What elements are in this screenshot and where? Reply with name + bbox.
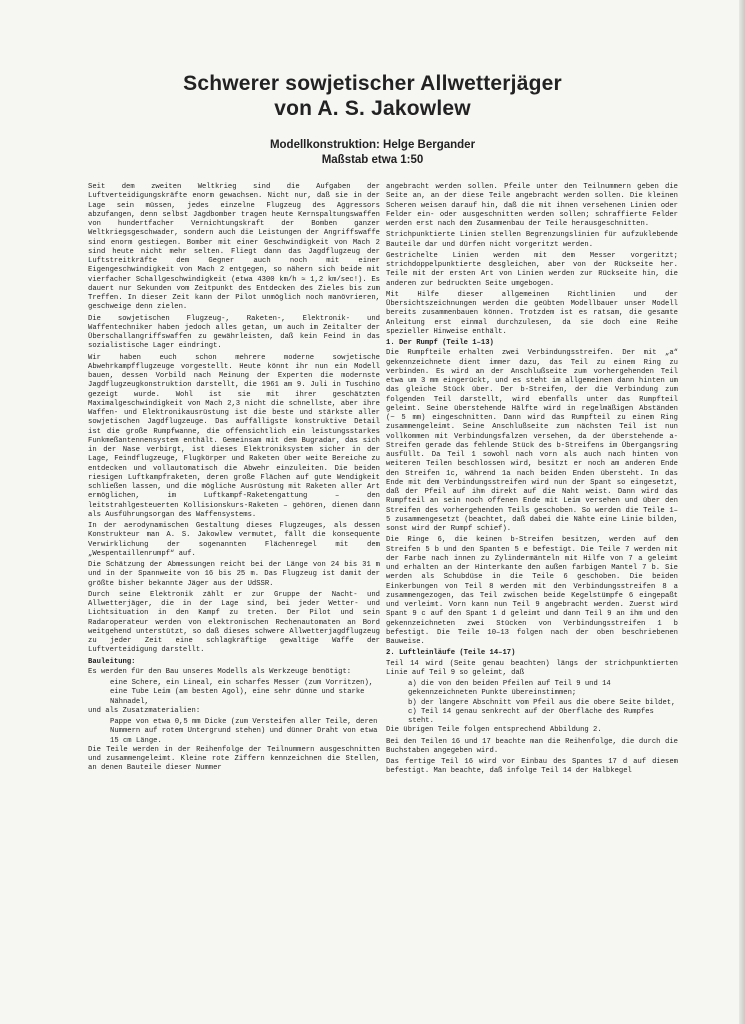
list-item: c) Teil 14 genau senkrecht auf der Oberfläche des Rumpfes steht. (408, 707, 654, 725)
paragraph: Teil 14 wird (Seite genau beachten) längs der strichpunktierten Linie auf Teil 9 so geleimt, daß (386, 659, 678, 677)
list-item: eine Schere, ein Lineal, ein scharfes Messer (zum Vorritzen), eine Tube Leim (am besten Agol), eine sehr dünne und starke Nähnadel, (110, 679, 374, 706)
left-column (88, 183, 380, 776)
paragraph: angebracht werden sollen. Pfeile unter den Teilnummern geben die Seite an, an der diese Teile angebracht werden sollen. Die kleinen Scheren weisen darauf hin, daß die mit ihnen versehenen Linien oder Felder ein- oder ausgeschnitten werden sollen; schraffierte Felder werden erst nach dem Zusammenbau der Teile herausgeschnitten. (386, 183, 678, 228)
paragraph: Mit Hilfe dieser allgemeinen Richtlinien und der Übersichtszeichnungen werden die geübten Modellbauer unser Modell bereits zusammenbauen können. Trotzdem ist es ratsam, die gesamte Anleitung erst einmal durchzulesen, da sie doch eine Reihe spezieller Hinweise enthält. (386, 290, 678, 336)
section-heading: Bauleitung: (88, 657, 136, 666)
scale-note: Maßstab etwa 1:50 (321, 154, 424, 166)
paragraph: Die übrigen Teile folgen entsprechend Abbildung 2. (386, 726, 602, 735)
section-heading: 1. Der Rumpf (Teile 1–13) (386, 339, 494, 347)
paragraph: Durch seine Elektronik zählt er zur Gruppe der Nacht- und Allwetterjäger, die in der Lage sind, bei jeder Wetter- und Lichtsituation in den Kampf zu treten. Der Pilot und sein Radaroperateur werden von elektronischen Rechenautomaten an Bord weitgehend unterstützt, so daß dieses schwere Allwetterjagdflugzeug zu jeder Zeit eine schlagkräftige gewaltige Waffe der Luftverteidigung darstellt. (88, 590, 380, 655)
list-item: a) die von den beiden Pfeilen auf Teil 9 und 14 gekennzeichneten Punkte übereinstimmen; (408, 680, 611, 698)
paragraph: Seit dem zweiten Weltkrieg sind die Aufgaben der Luftverteidigungskräfte enorm gewachsen. Nicht nur, daß sie in der Lage sein müssen, jedes einzelne Flugzeug des Aggressors abzufangen, denn selbst Jagdbomber tragen heute Kernspaltungswaffen von hundertfacher Vernichtungskraft der Bomben ganzer Weltkriegsgeschwader, sondern auch die Leistungen der Angriffswaffe sind enorm gestiegen. Bomber mit einer Geschwindigkeit von Mach 2 sind heute nicht mehr selten. Fliegt dann das Jagdflugzeug der Luftstreitkräfte dem Gegner auch noch mit einer Eigengeschwindigkeit von Mach 2 entgegen, so nähern sich beide mit vierfacher Schallgeschwindigkeit (etwa 4300 km/h ≈ 1,2 km/sec!). Es dauert nur Sekunden vom Zeitpunkt des Entdecken des Zieles bis zum Treffen. In dieser Zeit kann der Pilot unmöglich noch manövrieren, geschweige denn zielen. (88, 183, 380, 312)
right-column (386, 183, 678, 779)
paragraph: Bei den Teilen 16 und 17 beachte man die Reihenfolge, die durch die Buchstaben angegeben wird. (386, 737, 678, 755)
paragraph: Gestrichelte Linien werden mit dem Messer vorgeritzt; strichdoppelpunktierte desgleichen, aber von der Rückseite her. Teile mit der ersten Art von Linien werden zur Rückseite hin, die anderen zur bedruckten Seite umgebogen. (386, 251, 678, 288)
section-heading: 2. Luftleinläufe (Teile 14–17) (386, 649, 516, 658)
tool-list (88, 679, 380, 707)
paragraph: Die Ringe 6, die keinen b-Streifen besitzen, werden auf dem Streifen 5 b und den Spanten 5 e befestigt. Die Teile 7 werden mit der Farbe nach innen zu Zylindermänteln mit Hilfe von 7 a geleimt und erhalten an der Hinterkante den außen farbigen Mantel 7 b. Sie werden als Schubdüse in die Teile 6 geschoben. Die beiden Einkerbungen von Teil 8 werden mit den Verbindungsstreifen 8 a zusammengezogen, das Teil zwischen beide Kegelstümpfe 6 eingepaßt und verleimt. Vorn kann nun Teil 9 angebracht werden. Zuerst wird Spant 9 c auf den Spant 1 d geleimt und dann Teil 9 an ihm und den gekennzeichneten zwei Stücken von Verbindungsstreifen 1 b befestigt. Die Teile 10–13 folgen nach der oben beschriebenen Bauweise. (386, 536, 678, 646)
paragraph: In der aerodynamischen Gestaltung dieses Flugzeuges, als dessen Konstrukteur man A. S. Jakowlew vermutet, fällt die konsequente Verwirklichung der sogenannten Flächenregel mit dem „Wespentaillenrumpf“ auf. (88, 522, 380, 558)
list-item: b) der längere Abschnitt vom Pfeil aus die obere Seite bildet, (408, 698, 676, 707)
title-line-1: Schwerer sowjetischer Allwetterjäger (183, 72, 562, 95)
paragraph: Die Schätzung der Abmessungen reicht bei der Länge von 24 bis 31 m und in der Spannweite von 16 bis 25 m. Das Flugzeug ist damit der größte bisher bekannte Jäger aus der UdSSR. (88, 561, 380, 588)
paragraph: und als Zusatzmaterialien: (88, 706, 201, 715)
construction-credit: Modellkonstruktion: Helge Bergander (269, 139, 476, 151)
paragraph: Wir haben euch schon mehrere moderne sowjetische Abwehrkampfflugzeuge vorgestellt. Heute könnt ihr nun ein Modell bauen, dessen Vorbild nach Meinung der Experten die modernste Jagdflugzeugkonstruktion darstellt, die 1961 am 9. Juli in Tuschino gezeigt wurde. Wohl ist sie mit ihrer geschätzten Maximalgeschwindigkeit von Mach 2,3 nicht die schnellste, aber ihre Waffen- und Elektronikausrüstung ist die beste und stärkste aller sowjetischen Jagdflugzeuge. Das auffälligste konstruktive Detail ist die große Rumpfwanne, die offensichtlich ein leistungsstarkes Funkmeßantennensystem enthält. Gemeinsam mit dem Bugradar, das sich in der Nase verbirgt, ist dieses Elektroniksystem sicher in der Lage, Feindflugzeuge, Flugkörper und Raketen über weite Bereiche zu entdecken und vollautomatisch die Abwehr einzuleiten. Die beiden riesigen Luftkampfraketen, deren große Flächen auf gute Wendigkeit schließen lassen, und die mögliche Ausrüstung mit Raketen aller Art ermöglichen, im Luftkampf-Raketengattung – den leitstrahlgesteuerten Kollisionskurs-Raketen – gehören, dienen dann als Ausführungsorgan des Waffensystems. (88, 353, 380, 519)
list-item: Pappe von etwa 0,5 mm Dicke (zum Versteifen aller Teile, deren Nummern auf rotem Untergrund stehen) und dünner Draht von etwa 15 cm Länge. (110, 718, 378, 745)
paragraph: Das fertige Teil 16 wird vor Einbau des Spantes 17 d auf diesem befestigt. Man beachte, daß infolge Teil 14 der Halbkegel (386, 758, 678, 776)
paragraph: Strichpunktierte Linien stellen Begrenzungslinien für aufzuklebende Bauteile dar und dürfen nicht vorgeritzt werden. (386, 231, 678, 249)
material-list (88, 718, 380, 746)
paragraph: Es werden für den Bau unseres Modells als Werkzeuge benötigt: (88, 667, 352, 676)
paragraph: Die Teile werden in der Reihenfolge der Teilnummern ausgeschnitten und zusammengeleimt. Kleine rote Ziffern kennzeichnen die Stellen, an denen Bauteile dieser Nummer (88, 745, 380, 773)
paragraph: Die sowjetischen Flugzeug-, Raketen-, Elektronik- und Waffentechniker haben jedoch alles getan, um auch im Zeitalter der Überschallangriffswaffen zu gewährleisten, daß kein Feind in das sozialistische Lager eindringt. (88, 314, 380, 351)
condition-list (386, 680, 678, 726)
title-line-2: von A. S. Jakowlew (274, 97, 471, 120)
paragraph: Die Rumpfteile erhalten zwei Verbindungsstreifen. Der mit „a“ gekennzeichnete dient immer dazu, das Teil zu einem Ring zu verbinden. Es wird an der Anschlußseite zum vorhergehenden Teil etwa um 3 mm eingerückt, und es steht im allgemeinen dann hinten um das gleiche Stück über. Der b-Streifen, der die Verbindung zum folgenden Teil darstellt, wird ebenfalls unter das Rumpfteil geleimt. Seine überstehende Hälfte wird in regelmäßigen Abständen (~ 5 mm) eingeschnitten. Dann wird das Rumpfteil zu einem Ring zusammengeleimt. Seine Anschlußseite zum nächsten Teil ist nun vollkommen mit Verbindungsfalzen versehen, da der überstehende a-Streifen gerade das fehlende Stück des b-Streifens im Übergangsring ausfüllt. Da Teil 1 sowohl nach vorn als auch nach hinten von weiteren Teilen beschlossen wird, besitzt er noch am anderen Ende den Streifen 1c, während 1a nach beiden Enden übersteht. In das Ende mit dem Verbindungsstreifen wird nun der Spant so eingesetzt, daß der Pfeil auf ihm direkt auf die Naht weist. Dann wird das Rumpfteil an sein noch offenen Ende mit Leim versehen und über den Streifen des vorhergehenden Teils geschoben. So werden die Teile 1–5 zusammengesetzt (beachtet, daß dabei die Nähte eine Linie bilden, sonst wird der Rumpf schief). (386, 349, 678, 533)
